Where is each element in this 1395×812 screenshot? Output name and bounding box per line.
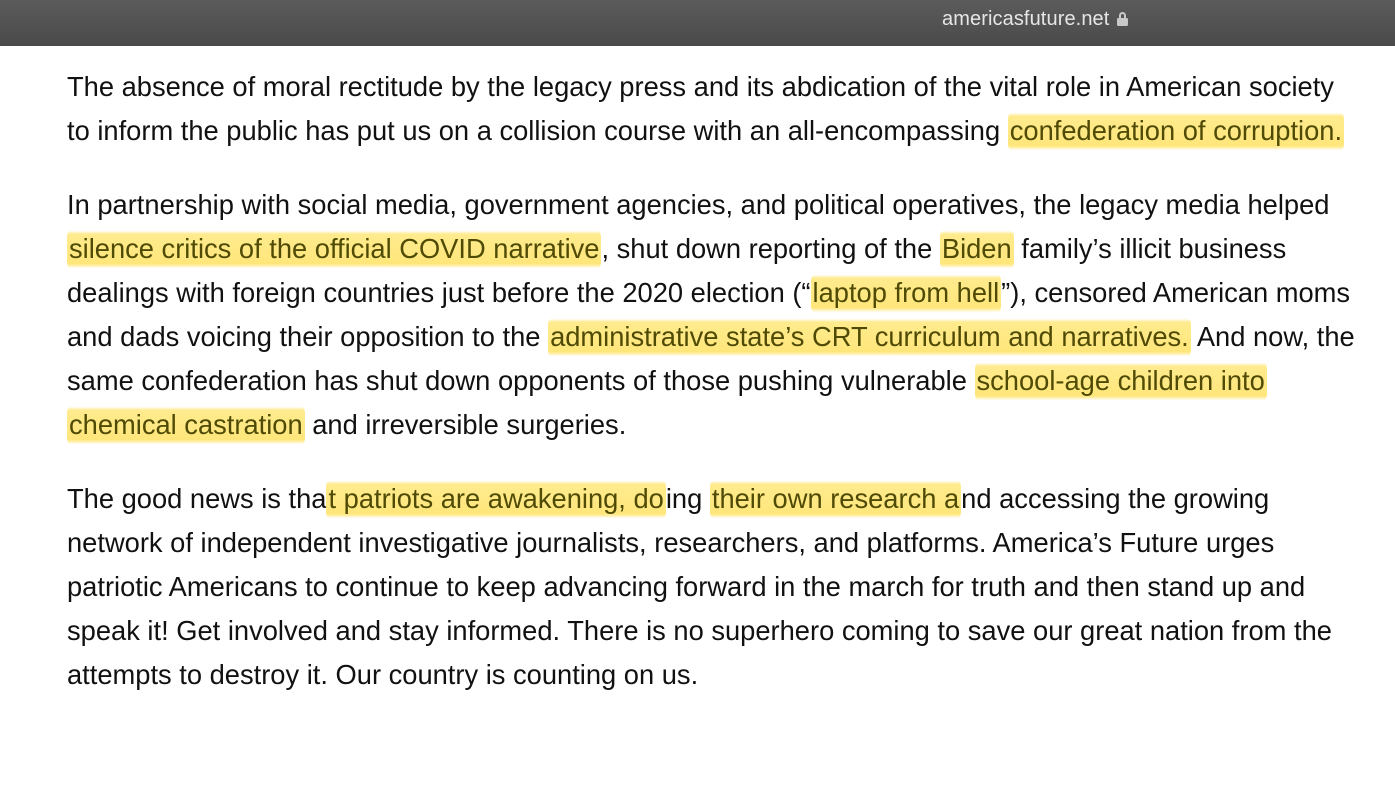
highlighted-text: confederation of corruption.	[1008, 109, 1344, 154]
text-segment: ing	[665, 483, 710, 514]
text-segment: The absence of moral rectitude by the legacy press and its abdication of the vital role in American society to inform the public has put us on a collision course with an all-encompassing	[67, 71, 1334, 146]
paragraph-2	[67, 183, 1357, 447]
url-text: americasfuture.net	[942, 7, 1110, 30]
text-segment: The good news is tha	[67, 483, 327, 514]
highlighted-text: Biden	[940, 227, 1014, 272]
highlighted-text: their own research a	[710, 477, 961, 522]
text-segment: nd accessing the growing network of independent investigative journalists, researchers, and platforms. America’s Future urges patriotic Americans to continue to keep advancing forward in the march for truth and then stand up and speak it! Get involved and stay informed. There is no superhero coming to save our great nation from the attempts to destroy it. Our country is counting on us.	[67, 483, 1332, 690]
text-segment: and irreversible surgeries.	[304, 409, 627, 440]
browser-url-bar[interactable]	[0, 0, 1395, 46]
text-segment: And now, the same confederation has shut down opponents of those pushing vulnerable	[67, 321, 1355, 396]
text-segment: In partnership with social media, government agencies, and political operatives, the legacy media helped	[67, 189, 1330, 220]
highlighted-text: laptop from hell	[811, 271, 1002, 316]
highlighted-text: administrative state’s CRT curriculum and narratives.	[548, 315, 1191, 360]
paragraph-1	[67, 65, 1357, 153]
paragraph-3	[67, 477, 1357, 697]
url-display[interactable]	[942, 6, 1128, 32]
highlighted-text: school-age children into chemical castration	[67, 359, 1267, 448]
highlighted-text: silence critics of the official COVID narrative	[67, 227, 601, 272]
text-segment: ”), censored American moms and dads voicing their opposition to the	[67, 277, 1351, 352]
lock-icon	[1117, 12, 1128, 26]
highlighted-text: t patriots are awakening, do	[326, 477, 665, 522]
text-segment: , shut down reporting of the	[601, 233, 940, 264]
text-segment: family’s illicit business dealings with foreign countries just before the 2020 election (“	[67, 233, 1287, 308]
article-body	[67, 65, 1357, 727]
